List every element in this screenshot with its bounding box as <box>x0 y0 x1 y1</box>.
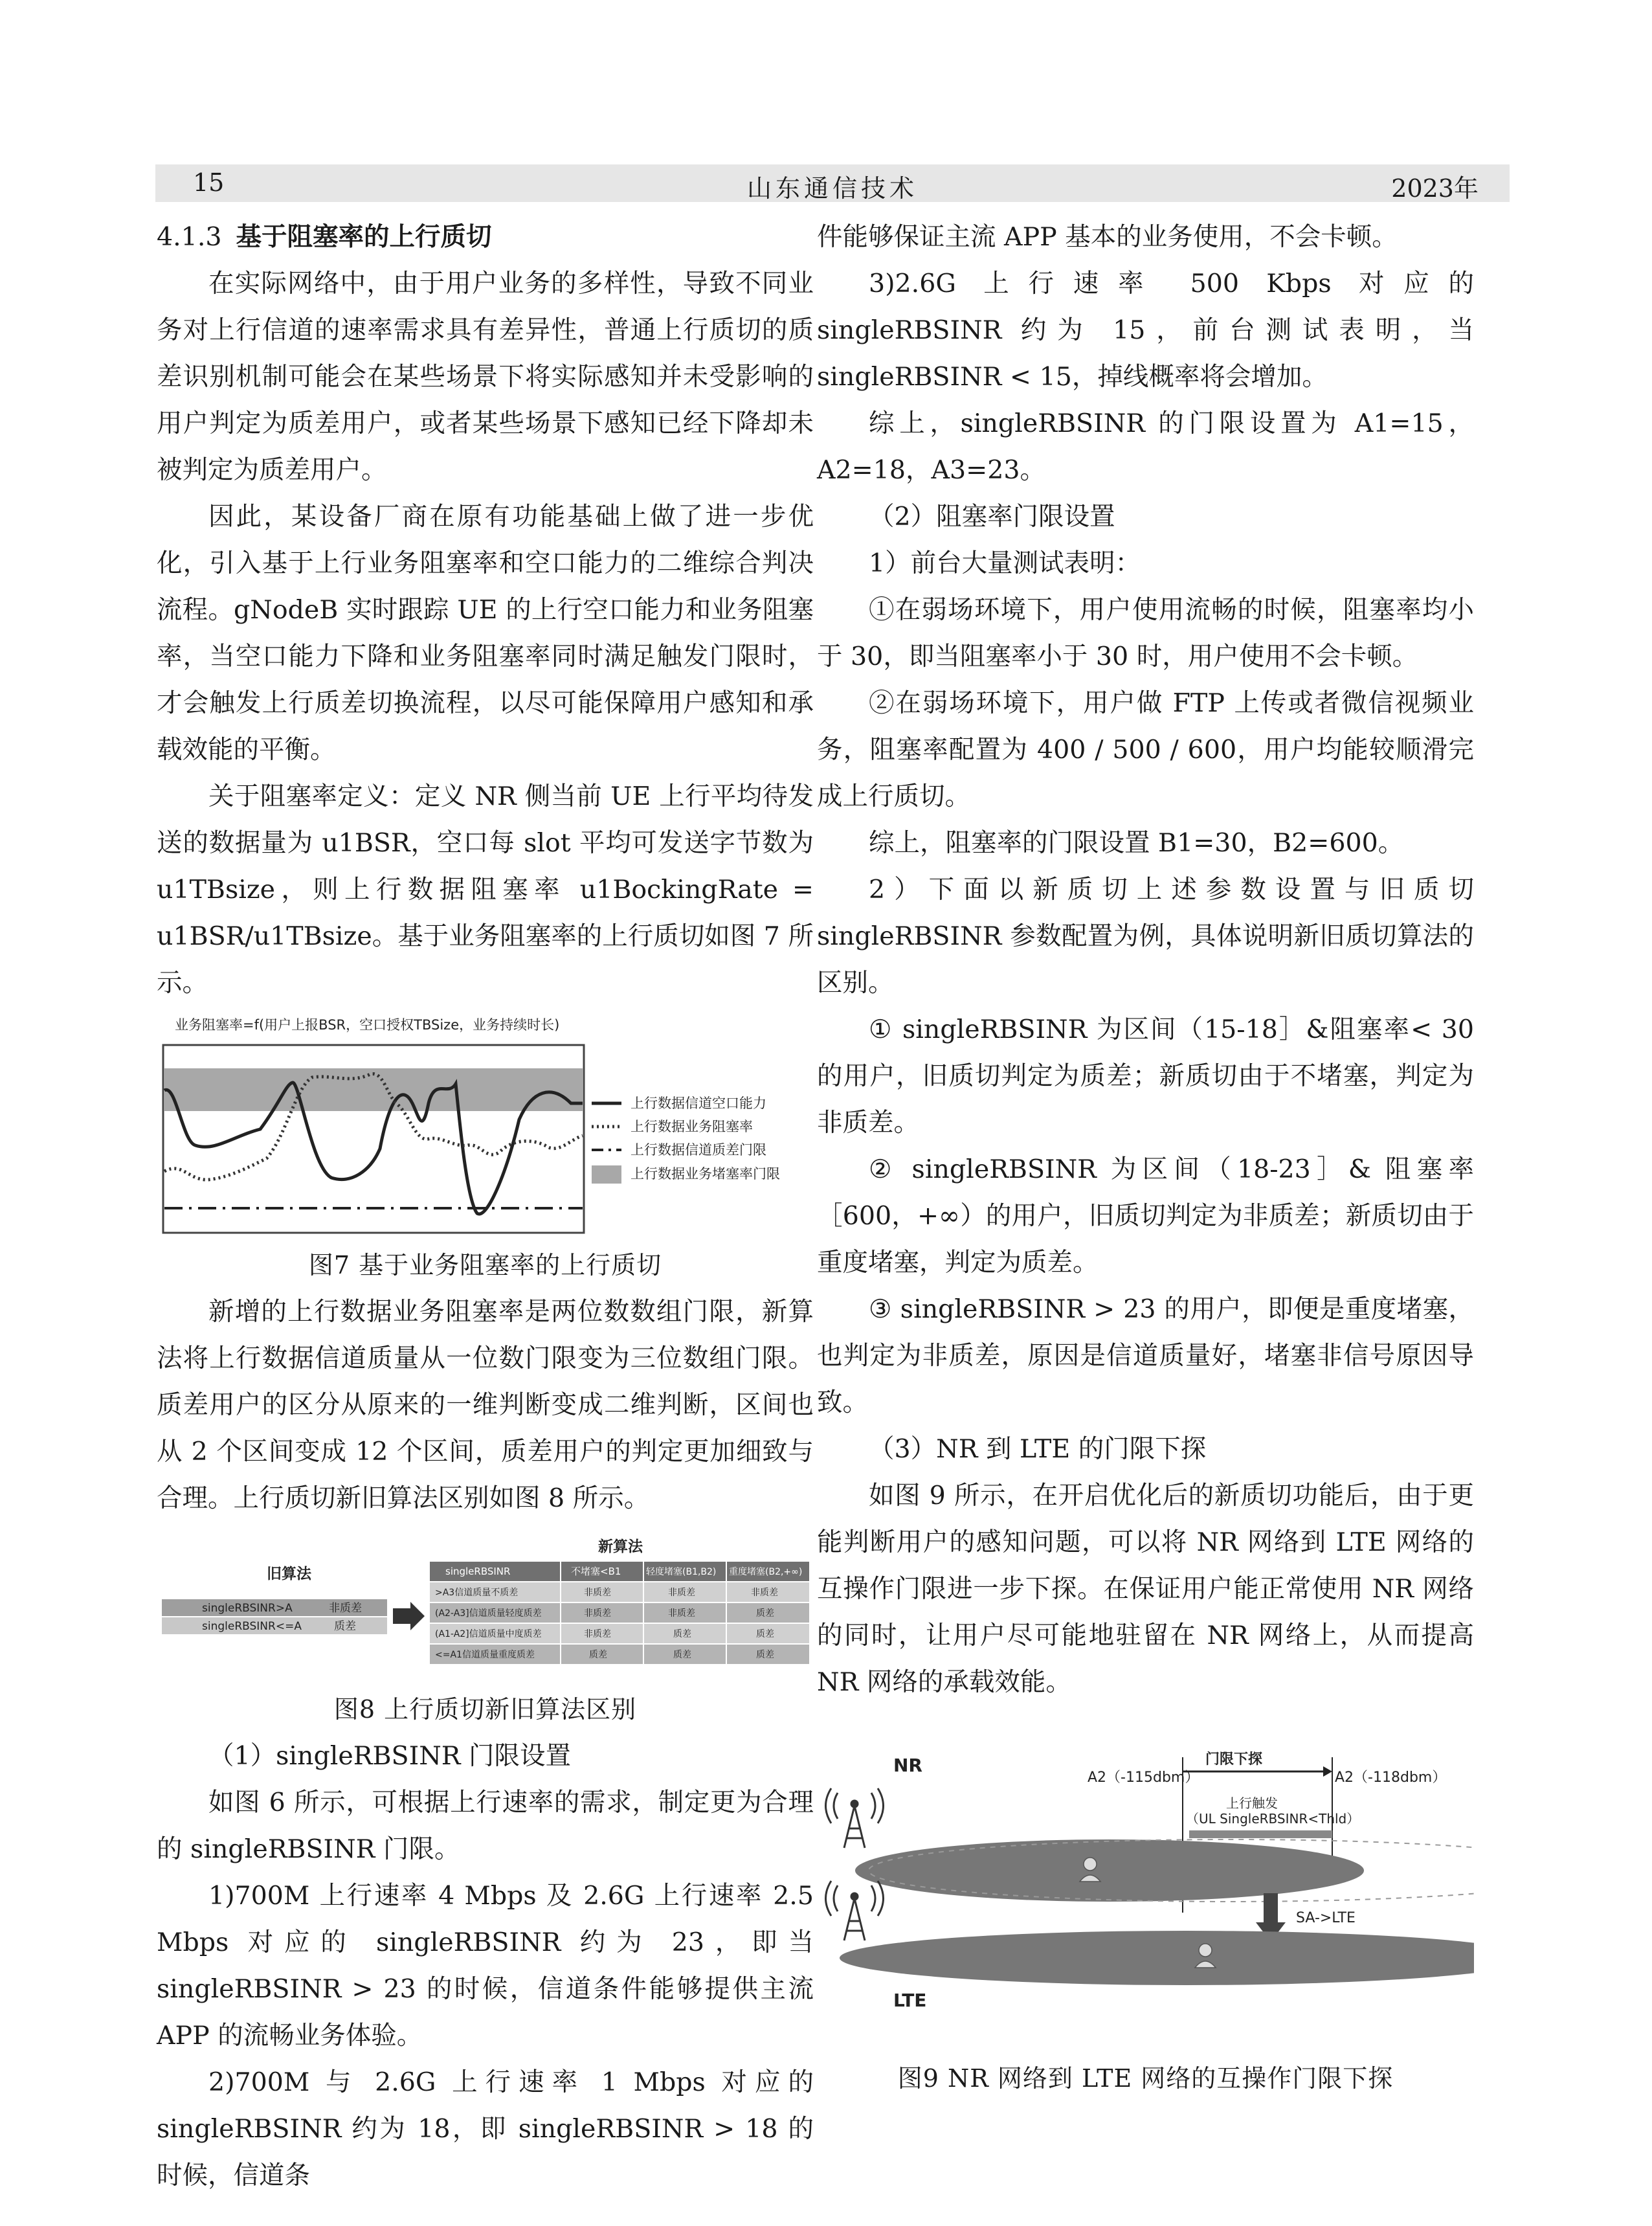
fig8-cell: 非质差 <box>751 1588 778 1598</box>
fig8-cell: 非质差 <box>584 1629 611 1639</box>
fig7-legend-2: 上行数据业务阻塞率 <box>631 1119 753 1134</box>
fig9-lte-coverage <box>840 1931 1474 1985</box>
paragraph: ① singleRBSINR 为区间（15-18］&阻塞率< 30 的用户，旧质切判定为质差；新质切由于不堵塞，判定为非质差。 <box>817 1015 1474 1138</box>
paragraph: 因此，某设备厂商在原有功能基础上做了进一步优化，引入基于上行业务阻塞率和空口能力的二维综合判决流程。gNodeB 实时跟踪 UE 的上行空口能力和业务阻塞率，当空口能力下降和业务阻塞率同时满足触发门限时，才会触发上行质差切换流程，以尽可能保障用户感知和承载效能的平衡。 <box>157 502 814 765</box>
fig9-arrow-icon <box>1323 1766 1332 1777</box>
fig8-old-cell: 质差 <box>334 1620 356 1633</box>
fig8-old-cell: singleRBSINR<=A <box>202 1620 302 1633</box>
fig9-a2-old: A2（-115dbm） <box>1088 1770 1200 1786</box>
fig8-cell: <=A1信道质量重度质差 <box>435 1650 535 1660</box>
fig8-new-table <box>430 1562 809 1664</box>
paragraph: 件能够保证主流 APP 基本的业务使用，不会卡顿。 <box>817 222 1398 252</box>
fig9-sa-label: SA->LTE <box>1296 1910 1356 1926</box>
paragraph: ② singleRBSINR 为区间（18-23］& 阻塞率［600，+∞）的用户，旧质切判定为非质差；新质切由于重度堵塞，判定为质差。 <box>817 1154 1474 1277</box>
fig9-caption: 图9 NR 网络到 LTE 网络的互操作门限下探 <box>897 2064 1394 2093</box>
paragraph: 2)700M 与 2.6G 上行速率 1 Mbps 对应的 singleRBSINR 约为 18，即 singleRBSINR > 18 的时候，信道条 <box>157 2067 814 2190</box>
paragraph: ②在弱场环境下，用户做 FTP 上传或者微信视频业务，阻塞率配置为 400 / 500 / 600，用户均能较顺滑完成上行质切。 <box>817 688 1474 811</box>
fig8-old-title: 旧算法 <box>267 1566 311 1582</box>
paragraph: ③ singleRBSINR > 23 的用户，即便是重度堵塞，也判定为非质差，原因是信道质量好，堵塞非信号原因导致。 <box>817 1294 1474 1417</box>
paragraph: 在实际网络中，由于用户业务的多样性，导致不同业务对上行信道的速率需求具有差异性，普通上行质切的质差识别机制可能会在某些场景下将实际感知并未受影响的用户判定为质差用户，或者某些场景下感知已经下降却未被判定为质差用户。 <box>157 269 814 485</box>
fig8-header-cell: 轻度堵塞(B1,B2) <box>646 1567 717 1577</box>
fig7-title: 业务阻塞率=f(用户上报BSR，空口授权TBSize，业务持续时长) <box>175 1017 560 1033</box>
subheading: （3）NR 到 LTE 的门限下探 <box>869 1434 1207 1464</box>
fig9-trigger-2: （UL SingleRBSINR<Thld） <box>1186 1811 1360 1827</box>
fig8-cell: 质差 <box>673 1629 691 1639</box>
fig9-diagram <box>817 1744 1474 2023</box>
journal-year: 2023年 <box>1391 174 1479 203</box>
paragraph: 综上，singleRBSINR 的门限设置为 A1=15，A2=18，A3=23。 <box>817 409 1474 485</box>
subheading: （2）阻塞率门限设置 <box>869 502 1115 532</box>
fig8-cell: 质差 <box>589 1650 607 1660</box>
fig9-nr-label: NR <box>893 1755 922 1776</box>
left-column <box>157 214 814 2199</box>
fig9-nr-coverage <box>855 1839 1364 1902</box>
paragraph: 如图 6 所示，可根据上行速率的需求，制定更为合理的 singleRBSINR 门限。 <box>157 1788 814 1864</box>
fig9-down-label: 门限下探 <box>1205 1751 1263 1768</box>
paragraph: 关于阻塞率定义：定义 NR 侧当前 UE 上行平均待发送的数据量为 u1BSR，空口每 slot 平均可发送字节数为 u1TBsize，则上行数据阻塞率 u1BockingRate = u1BSR/u1TBsize。基于业务阻塞率的上行质切如图 7 所示。 <box>157 781 814 998</box>
fig7-legend-swatch-4 <box>592 1165 621 1184</box>
fig8-cell: (A2-A3]信道质量轻度质差 <box>435 1608 542 1619</box>
fig8-header-cell: 不堵塞<B1 <box>571 1566 621 1577</box>
fig8-cell: 质差 <box>673 1650 691 1660</box>
fig8-cell: 质差 <box>756 1650 774 1660</box>
lte-antenna-icon <box>826 1881 884 1940</box>
fig8-old-cell: singleRBSINR>A <box>202 1602 293 1615</box>
fig8-cell: 非质差 <box>668 1588 695 1598</box>
fig7-legend-4: 上行数据业务堵塞率门限 <box>631 1166 780 1182</box>
page-number: 15 <box>193 168 225 197</box>
paragraph: （1）singleRBSINR 门限设置 <box>208 1741 572 1771</box>
paragraph: 2）下面以新质切上述参数设置与旧质切 singleRBSINR 参数配置为例，具体说明新旧质切算法的区别。 <box>817 875 1474 998</box>
paragraph: 3)2.6G 上行速率 500 Kbps 对应的 singleRBSINR 约为 15，前台测试表明，当 singleRBSINR < 15，掉线概率将会增加。 <box>817 269 1474 392</box>
fig8-cell: 非质差 <box>668 1608 695 1619</box>
fig8-caption: 图8 上行质切新旧算法区别 <box>333 1695 637 1724</box>
fig8-cell: (A1-A2]信道质量中度质差 <box>435 1629 542 1639</box>
section-title: 基于阻塞率的上行质切 <box>236 222 492 252</box>
fig8-new-title: 新算法 <box>598 1538 643 1555</box>
page-header <box>155 164 1510 202</box>
fig8-header-cell: singleRBSINR <box>445 1566 511 1577</box>
fig9-lte-label: LTE <box>893 1990 927 2011</box>
fig8-table-figure <box>157 1529 814 1680</box>
fig9-down-arrow-shaft <box>1264 1893 1278 1922</box>
fig8-arrow-icon <box>393 1602 425 1630</box>
fig8-header-cell: 重度堵塞(B2,+∞) <box>729 1567 803 1577</box>
section-number: 4.1.3 <box>157 222 222 252</box>
fig8-cell: 非质差 <box>584 1588 611 1598</box>
fig8-cell: >A3信道质量不质差 <box>435 1588 519 1598</box>
paragraph: 综上，阻塞率的门限设置 B1=30，B2=600。 <box>869 828 1404 858</box>
nr-antenna-icon <box>826 1788 884 1848</box>
section-heading <box>157 214 814 260</box>
fig8-cell: 非质差 <box>584 1608 611 1619</box>
fig8-old-cell: 非质差 <box>329 1602 362 1615</box>
fig7-legend-3: 上行数据信道质差门限 <box>631 1142 766 1158</box>
right-column <box>817 214 1474 2102</box>
fig8-cell: 质差 <box>756 1629 774 1639</box>
figure-8 <box>157 1529 814 1680</box>
fig9-trigger-1: 上行触发 <box>1226 1795 1278 1811</box>
figure-7 <box>157 1006 814 1250</box>
fig7-caption: 图7 基于业务阻塞率的上行质切 <box>308 1251 662 1279</box>
paragraph: 1）前台大量测试表明： <box>869 548 1141 578</box>
fig9-trigger-bar <box>1189 1830 1332 1838</box>
fig8-cell: 质差 <box>756 1608 774 1619</box>
paragraph: ①在弱场环境下，用户使用流畅的时候，阻塞率均小于 30，即当阻塞率小于 30 时，用户使用不会卡顿。 <box>817 595 1474 671</box>
paragraph: 新增的上行数据业务阻塞率是两位数数组门限，新算法将上行数据信道质量从一位数门限变为三位数组门限。质差用户的区分从原来的一维判断变成二维判断，区间也从 2 个区间变成 12 个区间，质差用户的判定更加细致与合理。上行质切新旧算法区别如图 8 所示。 <box>157 1297 814 1513</box>
fig7-chart <box>157 1006 814 1250</box>
fig7-legend-1: 上行数据信道空口能力 <box>631 1096 766 1111</box>
paragraph: 1)700M 上行速率 4 Mbps 及 2.6G 上行速率 2.5 Mbps 对应的 singleRBSINR 约为 23，即当 singleRBSINR > 23 的时候，信道条件能够提供主流 APP 的流畅业务体验。 <box>157 1881 814 2051</box>
figure-9 <box>817 1744 1474 2023</box>
journal-title: 山东通信技术 <box>746 174 918 203</box>
fig9-a2-new: A2（-118dbm） <box>1335 1770 1447 1786</box>
paragraph: 如图 9 所示，在开启优化后的新质切功能后，由于更能判断用户的感知问题，可以将 NR 网络到 LTE 网络的互操作门限进一步下探。在保证用户能正常使用 NR 网络的同时，让用户尽可能地驻留在 NR 网络上，从而提高 NR 网络的承载效能。 <box>817 1481 1474 1697</box>
